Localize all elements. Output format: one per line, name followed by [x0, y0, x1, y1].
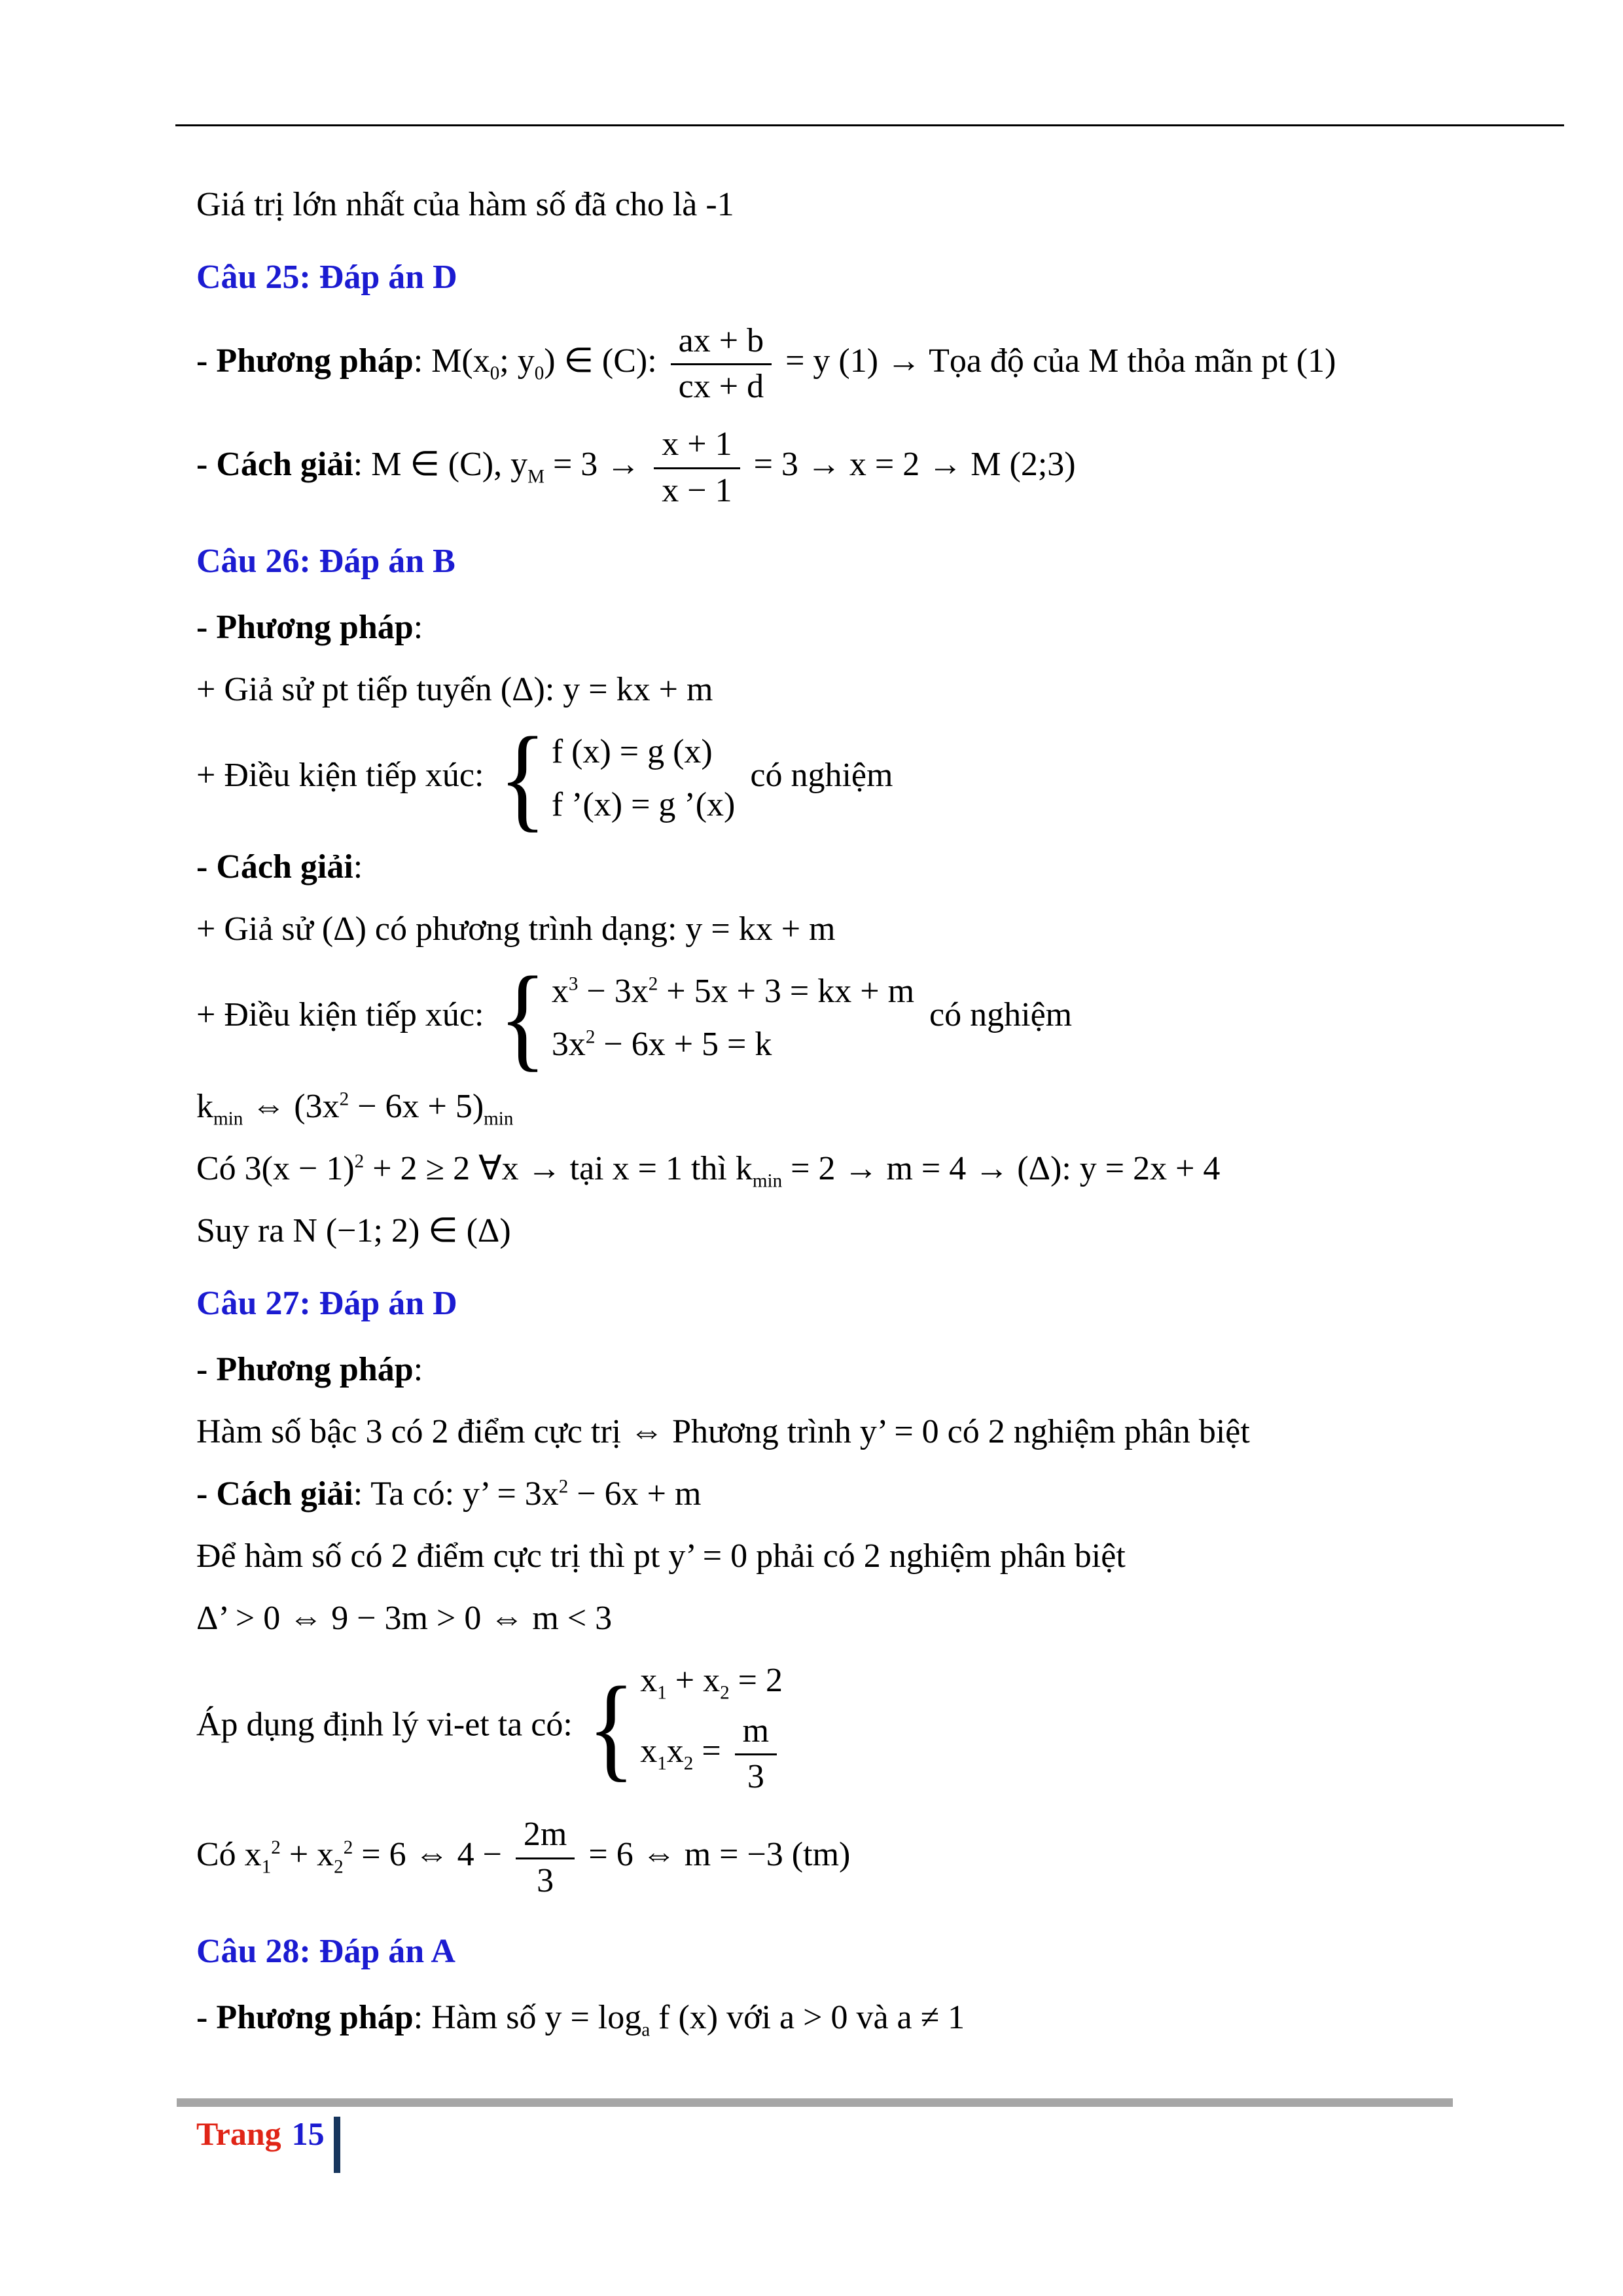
- cau27-de-line: Để hàm số có 2 điểm cực trị thì pt y’ = 0 phải có 2 nghiệm phân biệt: [196, 1537, 1126, 1575]
- footer-rule: [177, 2098, 1453, 2107]
- fraction: $\frac{m}{3}$: [735, 1712, 777, 1796]
- left-brace: {: [587, 1662, 635, 1792]
- cau26-co-line: Có $3(x - 1)^2 + 2 \ge 2$ ∀x → tại x = 1 thì $k_{min} = 2 \to m = 4 \to (\Delta)$: y = 2x + 4: [196, 1149, 1221, 1192]
- cau26-suy-ra: Suy ra N (−1; 2) ∈ (Δ): [196, 1211, 511, 1249]
- cau28-phuong-phap: - Phương pháp: Hàm số $y = \log_a f$ (x) với a > 0 và a ≠ 1: [196, 1998, 965, 2041]
- cases-row: $x_1x_2$ = $\frac{m}{3}$: [640, 1712, 783, 1796]
- cau27-co-line: Có $x_1^2 + x_2^2 = 6$ ⇔ 4 − $\frac{2m}{3}$ = 6 ⇔ m = −3 (tm): [196, 1816, 851, 1899]
- cau26-dieu-kien-1: + Điều kiện tiếp xúc: { f (x) = g (x) f ’(x) = g ’(x) có nghiệm: [196, 713, 893, 843]
- cau25-cach-giai: - Cách giải: M ∈ (C), $y_M = 3$ → $\frac{x + 1}{x - 1}$ = 3 → x = 2 → M (2;3): [196, 425, 1076, 509]
- content: [196, 183, 1482, 2058]
- cau27-heading: Câu 27: Đáp án D: [196, 1284, 457, 1322]
- footer-row: [196, 2115, 340, 2173]
- cases-row: f ’(x) = g ’(x): [551, 785, 736, 823]
- left-brace: {: [499, 713, 546, 843]
- left-brace: {: [499, 952, 546, 1083]
- cau26-gia-su-2: + Giả sử (Δ) có phương trình dạng: y = kx + m: [196, 910, 836, 948]
- cau28-heading: Câu 28: Đáp án A: [196, 1932, 455, 1970]
- header-rule: [175, 124, 1564, 126]
- cau27-delta-line: Δ’ > 0 ⇔ 9 − 3m > 0 ⇔ m < 3: [196, 1599, 613, 1637]
- cau26-phuong-phap-label: - Phương pháp:: [196, 608, 423, 646]
- footer-page-label: Trang: [196, 2115, 281, 2152]
- footer-page-number: 15: [291, 2115, 325, 2152]
- cau27-cach-giai: - Cách giải: Ta có: y’ = $3x^2 - 6x + m$: [196, 1475, 702, 1513]
- cases-row: $x^3 - 3x^2 + 5x + 3$ = kx + m: [551, 972, 915, 1010]
- cau27-viet-line: Áp dụng định lý vi-et ta có: { $x_1 + x_2 = 2$ $x_1x_2$ = $\frac{m}{3}$: [196, 1659, 1482, 1796]
- cau26-heading: Câu 26: Đáp án B: [196, 542, 455, 580]
- fraction: $\frac{ax + b}{cx + d}$: [671, 322, 772, 406]
- footer-accent-bar: [334, 2117, 340, 2173]
- cau26-gia-su-1: + Giả sử pt tiếp tuyến (Δ): y = kx + m: [196, 670, 713, 708]
- cases-row: $3x^2 - 6x + 5 = k$: [551, 1025, 772, 1063]
- cau27-pp-line: Hàm số bậc 3 có 2 điểm cực trị ⇔ Phương trình y’ = 0 có 2 nghiệm phân biệt: [196, 1412, 1250, 1450]
- cau25-heading: Câu 25: Đáp án D: [196, 259, 457, 296]
- intro-line: Giá trị lớn nhất của hàm số đã cho là -1: [196, 186, 734, 223]
- cases-system: [499, 952, 915, 1083]
- cases-row: $x_1 + x_2 = 2$: [640, 1661, 783, 1704]
- fraction: $\frac{x + 1}{x - 1}$: [654, 425, 740, 509]
- fraction: $\frac{2m}{3}$: [516, 1816, 575, 1899]
- cau26-kmin-line: $k_{min}$ ⇔ $(3x^2 - 6x + 5)_{min}$: [196, 1087, 514, 1130]
- cau25-phuong-phap: - Phương pháp: $M(x_0$; $y_0$) ∈ (C): $\frac{ax + b}{cx + d}$ = y (1) → Tọa độ của M thỏa mãn pt (1): [196, 322, 1336, 406]
- cases-system: [588, 1659, 783, 1796]
- cau26-dieu-kien-2: + Điều kiện tiếp xúc: { $x^3 - 3x^2 + 5x + 3$ = kx + m $3x^2 - 6x + 5 = k$ có nghiệm: [196, 952, 1073, 1083]
- cases-row: f (x) = g (x): [551, 732, 713, 770]
- cases-system: [499, 713, 736, 843]
- cau26-cach-giai-label: - Cách giải:: [196, 848, 363, 886]
- cau27-phuong-phap-label: - Phương pháp:: [196, 1350, 423, 1388]
